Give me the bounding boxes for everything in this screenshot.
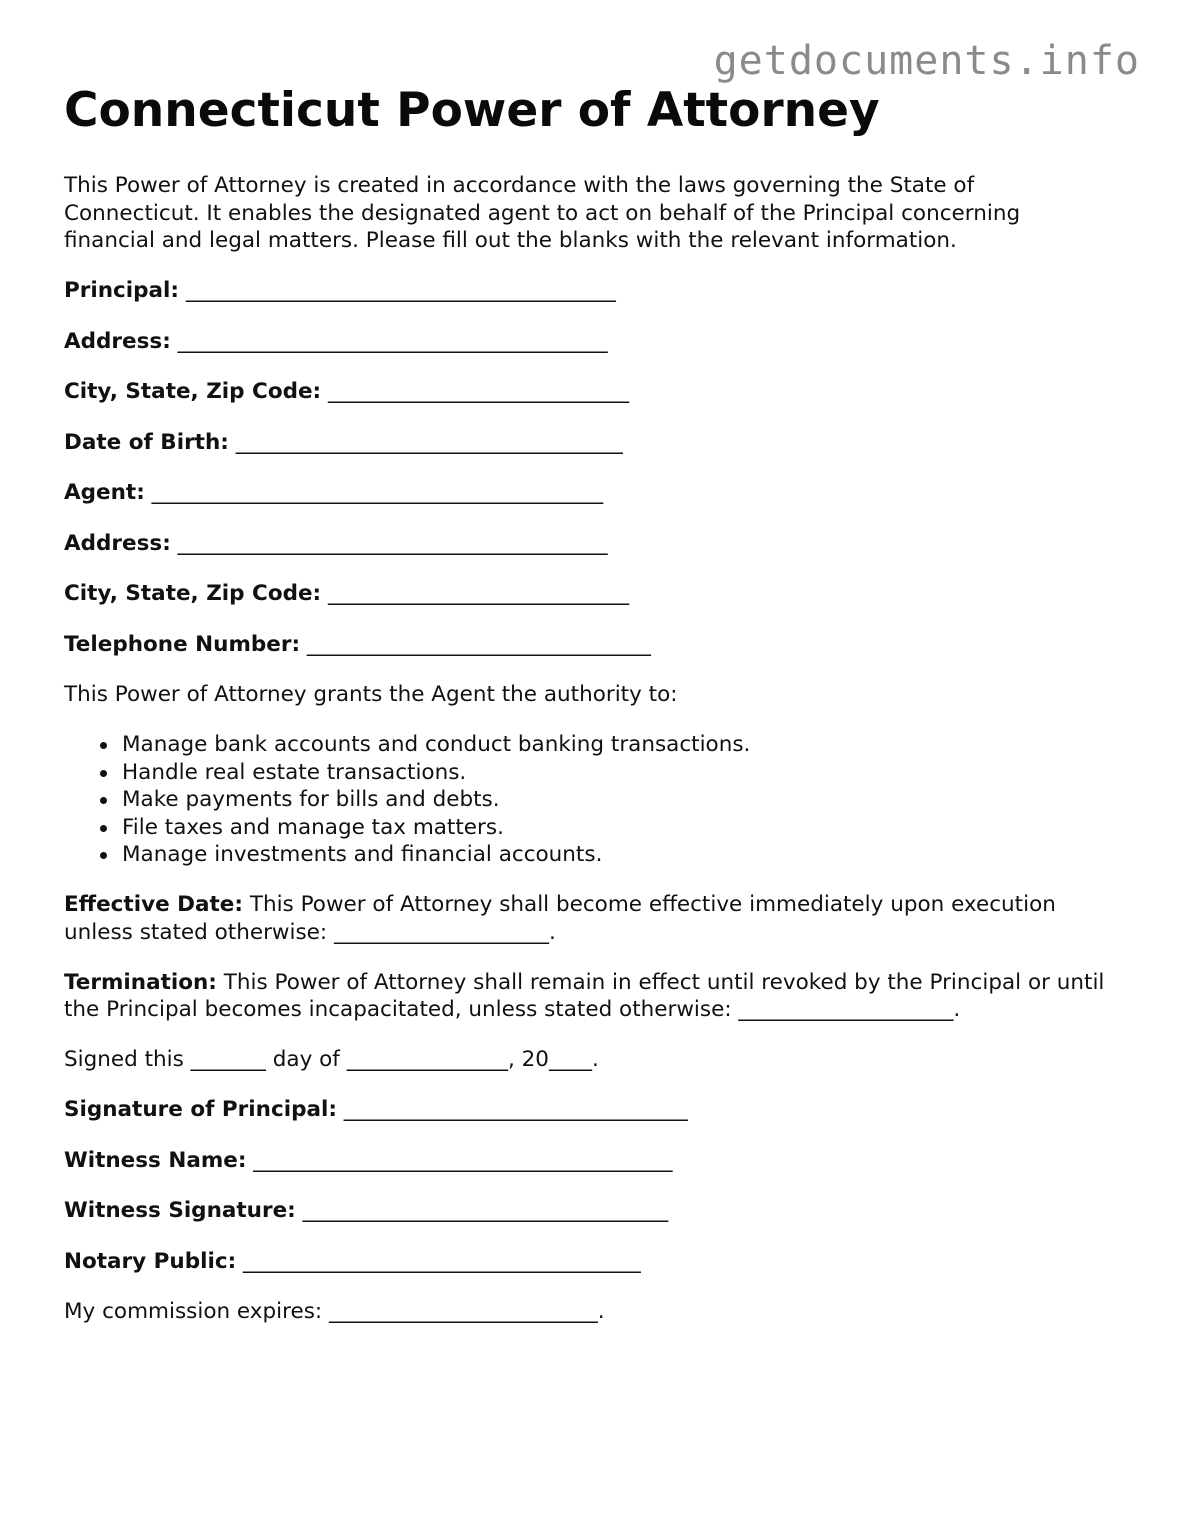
termination-text[interactable]: This Power of Attorney shall remain in effect until revoked by the Principal or until the Principal becomes incapacitated, unless stated otherwise: ____________________. — [64, 969, 1105, 1022]
document-content — [64, 80, 1114, 1326]
termination-paragraph — [64, 969, 1114, 1024]
grant-text: This Power of Attorney grants the Agent the authority to: — [64, 682, 678, 707]
field-blank[interactable]: ____________________________ — [328, 581, 630, 606]
field-notary-public — [64, 1248, 1114, 1276]
list-item: Manage investments and financial accounts. — [122, 841, 1114, 869]
list-item: File taxes and manage tax matters. — [122, 814, 1114, 842]
termination-label: Termination: — [64, 969, 217, 995]
signed-date-line[interactable]: Signed this _______ day of _______________, 20____. — [64, 1047, 599, 1072]
field-blank[interactable]: _______________________________________ — [253, 1147, 673, 1173]
field-blank[interactable]: ________________________________ — [343, 1097, 688, 1122]
effective-date-paragraph — [64, 891, 1114, 946]
field-label: Signature of Principal: — [64, 1097, 337, 1122]
field-blank[interactable]: _____________________________________ — [243, 1248, 641, 1274]
field-blank[interactable]: ________________________________________ — [185, 278, 616, 303]
field-label: City, State, Zip Code: — [64, 581, 322, 606]
effective-date-label: Effective Date: — [64, 892, 243, 917]
field-blank[interactable]: ________________________________________ — [177, 328, 608, 354]
field-blank[interactable]: ____________________________ — [328, 379, 630, 404]
watermark: getdocuments.info — [713, 38, 1140, 84]
field-blank[interactable]: ____________________________________ — [235, 429, 623, 455]
principal-agent-fields — [64, 277, 1114, 658]
field-witness-signature — [64, 1197, 1114, 1225]
list-item: Make payments for bills and debts. — [122, 786, 1114, 814]
field-label: Notary Public: — [64, 1248, 237, 1274]
field-label: Agent: — [64, 480, 145, 505]
field-label: Address: — [64, 328, 171, 354]
signature-fields — [64, 1096, 1114, 1275]
field-telephone-number — [64, 631, 1114, 659]
field-blank[interactable]: __________________________________________ — [151, 480, 604, 505]
field-label: City, State, Zip Code: — [64, 379, 322, 404]
field-label: Telephone Number: — [64, 631, 301, 657]
page-title: Connecticut Power of Attorney — [64, 83, 880, 138]
field-principal — [64, 277, 1114, 305]
list-item: Manage bank accounts and conduct banking transactions. — [122, 731, 1114, 759]
field-blank[interactable]: ________________________________ — [306, 631, 651, 657]
field-principal-address — [64, 328, 1114, 356]
field-blank[interactable]: ________________________________________ — [177, 530, 608, 556]
field-blank[interactable]: __________________________________ — [302, 1198, 669, 1223]
powers-list — [64, 731, 1114, 869]
field-agent — [64, 479, 1114, 507]
field-label: Witness Name: — [64, 1147, 247, 1173]
effective-date-text[interactable]: This Power of Attorney shall become effective immediately upon execution unless stated otherwise: ____________________. — [64, 892, 1056, 945]
field-agent-city-state-zip — [64, 580, 1114, 608]
list-item: Handle real estate transactions. — [122, 759, 1114, 787]
field-label: Witness Signature: — [64, 1198, 296, 1223]
field-date-of-birth — [64, 429, 1114, 457]
field-label: Date of Birth: — [64, 429, 229, 455]
field-agent-address — [64, 530, 1114, 558]
commission-expires-line[interactable]: My commission expires: _________________________. — [64, 1299, 605, 1324]
field-label: Principal: — [64, 278, 180, 303]
field-witness-name — [64, 1147, 1114, 1175]
field-label: Address: — [64, 530, 171, 556]
intro-paragraph: This Power of Attorney is created in accordance with the laws governing the State of Connecticut. It enables the designated agent to act on behalf of the Principal concerning financial and legal matters. Please fill out the blanks with the relevant information. — [64, 173, 1021, 253]
field-principal-city-state-zip — [64, 378, 1114, 406]
field-signature-of-principal — [64, 1096, 1114, 1124]
